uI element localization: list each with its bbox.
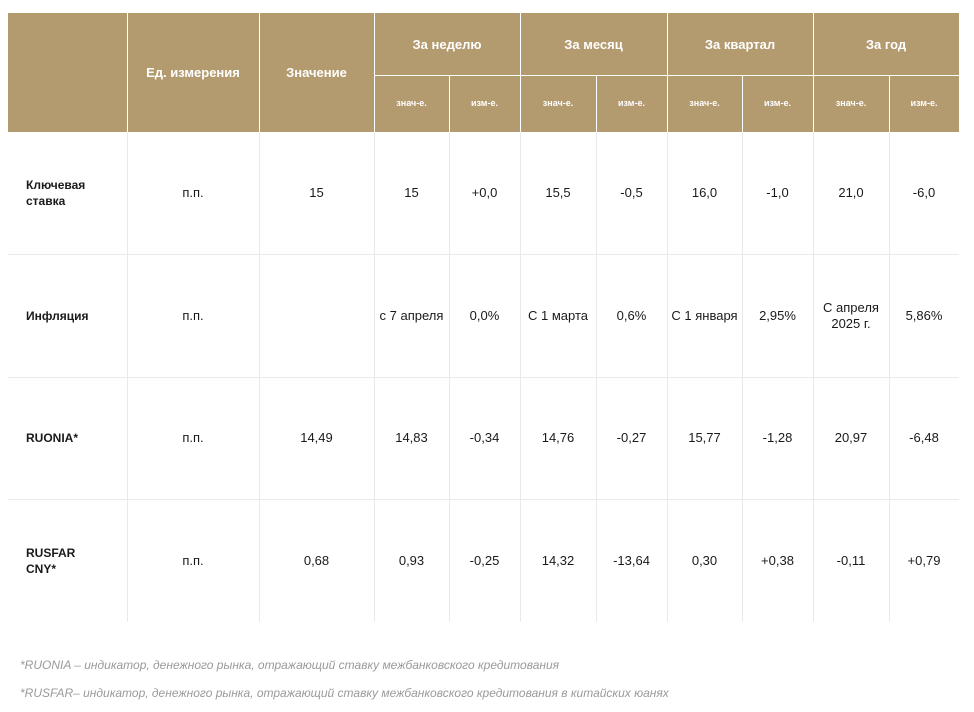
- row-cell: 15,77: [688, 430, 721, 445]
- subheader-change-week: изм-е.: [449, 75, 520, 132]
- header-divider: [449, 75, 450, 132]
- row-cell: 15: [404, 185, 419, 200]
- header-period-month: За месяц: [520, 13, 667, 75]
- row-label: RUONIA*: [26, 431, 79, 445]
- row-cell: С 1 марта: [528, 307, 588, 323]
- row-label: Инфляция: [26, 308, 89, 323]
- row-cell: 14,32: [541, 552, 575, 568]
- row-cell: 2,95%: [759, 307, 796, 323]
- row-cell: С 1 января: [671, 307, 738, 323]
- row-cell: 0,6%: [616, 307, 647, 323]
- header-divider: [742, 75, 743, 132]
- row-cell: -13,64: [613, 552, 650, 568]
- subheader-change-month: изм-е.: [596, 75, 667, 132]
- row-cell: 14,83: [395, 430, 428, 445]
- row-cell: 0,30: [691, 552, 718, 568]
- subheader-value-quarter: знач-е.: [667, 75, 742, 132]
- row-cell: -1,0: [766, 185, 789, 200]
- row-cell: 14,76: [541, 430, 575, 445]
- header-divider: [667, 13, 668, 132]
- row-unit: п.п.: [182, 307, 204, 323]
- header-period-quarter: За квартал: [667, 13, 813, 75]
- row-cell: 0,0%: [469, 307, 500, 323]
- row-cell: -0,25: [469, 552, 500, 568]
- row-cell: с 7 апреля: [379, 307, 444, 323]
- row-cell: -6,0: [912, 185, 936, 200]
- header-divider: [596, 75, 597, 132]
- row-cell: С апреля 2025 г.: [823, 299, 879, 331]
- row-label: Ключевая ставка: [26, 178, 86, 208]
- row-unit: п.п.: [182, 185, 204, 200]
- row-cell: -1,28: [762, 430, 793, 445]
- row-value: 0,68: [303, 552, 330, 568]
- header-divider: [813, 13, 814, 132]
- row-value: 15: [309, 185, 324, 200]
- header-divider: [127, 13, 128, 132]
- row-cell: -0,11: [836, 552, 866, 568]
- row-cell: 0,93: [398, 552, 425, 568]
- row-cell: -0,5: [620, 185, 643, 200]
- row-cell: -0,34: [469, 430, 500, 445]
- row-unit: п.п.: [182, 552, 204, 568]
- header-divider: [889, 75, 890, 132]
- header-unit: Ед. измерения: [127, 13, 259, 132]
- row-cell: -0,27: [616, 430, 647, 445]
- row-cell: 5,86%: [905, 307, 943, 323]
- row-cell: +0,38: [761, 552, 794, 568]
- header-empty: [8, 13, 127, 132]
- row-cell: 15,5: [545, 185, 571, 200]
- subheader-value-week: знач-е.: [374, 75, 449, 132]
- row-cell: +0,79: [907, 552, 941, 568]
- header-value: Значение: [259, 13, 374, 132]
- row-cell: 20,97: [834, 430, 868, 445]
- header-divider: [520, 13, 521, 132]
- header-divider: [259, 13, 260, 132]
- rates-table: [8, 13, 959, 622]
- header-period-week: За неделю: [374, 13, 520, 75]
- row-label: RUSFAR CNY*: [26, 545, 76, 576]
- row-value: [259, 254, 374, 377]
- grid-line: [8, 377, 959, 378]
- row-unit: п.п.: [182, 430, 204, 445]
- grid-line: [8, 499, 959, 500]
- header-period-year: За год: [813, 13, 959, 75]
- subheader-value-month: знач-е.: [520, 75, 596, 132]
- grid-line: [8, 254, 959, 255]
- header-divider: [374, 13, 375, 132]
- row-value: 14,49: [300, 430, 333, 445]
- row-cell: 16,0: [691, 185, 718, 200]
- footnote-rusfar: *RUSFAR– индикатор, денежного рынка, отражающий ставку межбанковского кредитования в китайских юанях: [20, 686, 669, 700]
- subheader-value-year: знач-е.: [813, 75, 889, 132]
- subheader-change-quarter: изм-е.: [742, 75, 813, 132]
- row-cell: +0,0: [471, 185, 498, 200]
- subheader-change-year: изм-е.: [889, 75, 959, 132]
- header-divider: [374, 75, 959, 76]
- footnote-ruonia: *RUONIA – индикатор, денежного рынка, отражающий ставку межбанковского кредитования: [20, 658, 560, 672]
- row-cell: -6,48: [909, 430, 939, 445]
- row-cell: 21,0: [838, 185, 864, 200]
